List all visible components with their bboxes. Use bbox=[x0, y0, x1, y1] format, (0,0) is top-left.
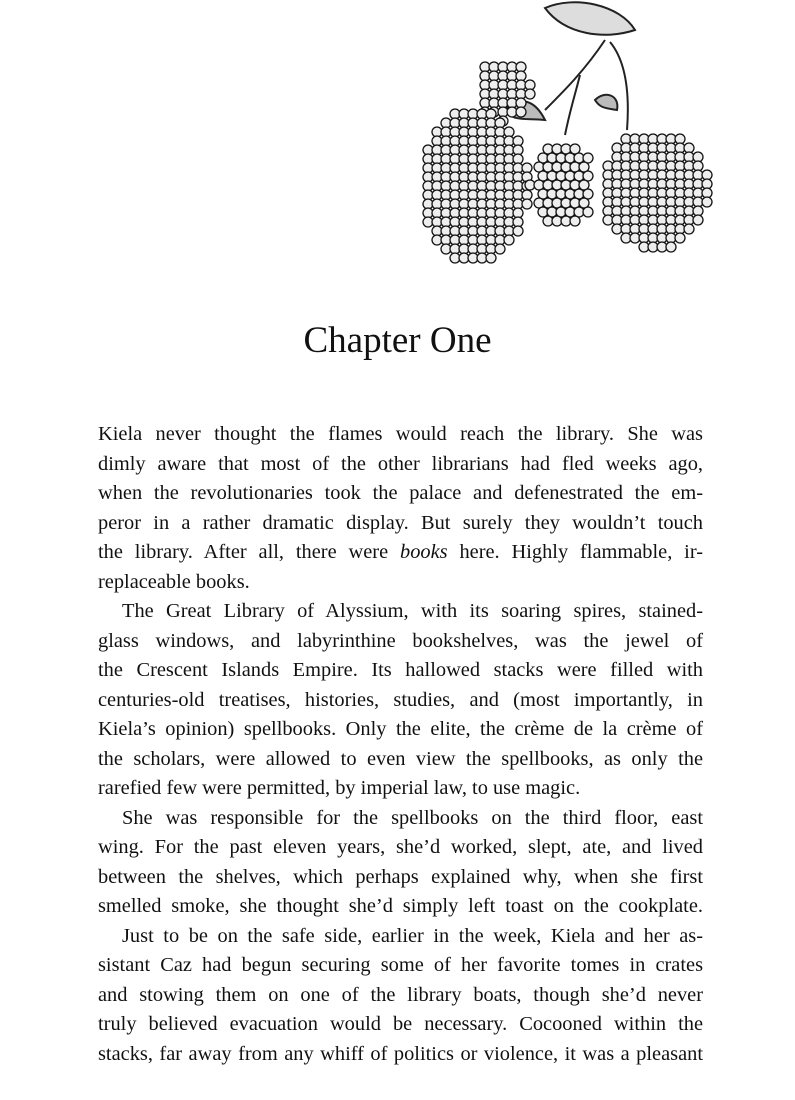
drupelet bbox=[495, 244, 505, 254]
text-line: sistant Caz had begun securing some of her favorite tomes in crates bbox=[98, 954, 703, 976]
text-line bbox=[98, 538, 703, 568]
text-line: rarefied few were permitted, by imperial law, to use magic. bbox=[98, 777, 581, 799]
text-line: smelled smoke, she thought she’d simply left toast on the cookplate. bbox=[98, 895, 703, 917]
text-segment: here. Highly flammable, ir- bbox=[447, 541, 703, 563]
text-line: the scholars, were allowed to even view the spellbooks, as only the bbox=[98, 747, 703, 770]
chapter-title: Chapter One bbox=[303, 320, 492, 361]
drupelet bbox=[693, 215, 703, 225]
text-line: centuries-old treatises, histories, studies, and (most importantly, in bbox=[98, 688, 703, 711]
text-line: dimly aware that most of the other librarians had fled weeks ago, bbox=[98, 452, 703, 475]
text-line: The Great Library of Alyssium, with its soaring spires, stained- bbox=[122, 600, 703, 622]
chapter-body bbox=[98, 420, 703, 1069]
text-line: when the revolutionaries took the palace and defenestrated the em- bbox=[98, 482, 703, 504]
drupelet bbox=[702, 197, 712, 207]
drupelet bbox=[570, 216, 580, 226]
drupelet bbox=[684, 224, 694, 234]
drupelet bbox=[513, 226, 523, 236]
text-line: replaceable books. bbox=[98, 570, 250, 593]
text-line: Just to be on the safe side, earlier in the week, Kiela and her as- bbox=[122, 924, 703, 947]
text-line: peror in a rather dramatic display. But surely they wouldn’t touch bbox=[98, 511, 703, 534]
drupelet bbox=[486, 253, 496, 263]
text-line: truly believed evacuation would be necessary. Cocooned within the bbox=[98, 1013, 703, 1035]
drupelet bbox=[675, 233, 685, 243]
text-line: Kiela never thought the flames would reach the library. She was bbox=[98, 423, 703, 445]
text-line: Kiela’s opinion) spellbooks. Only the elite, the crème de la crème of bbox=[98, 718, 703, 740]
text-line: glass windows, and labyrinthine bookshelves, was the jewel of bbox=[98, 629, 703, 652]
text-line: the Crescent Islands Empire. Its hallowed stacks were filled with bbox=[98, 659, 703, 681]
text-line: between the shelves, which perhaps explained why, when she first bbox=[98, 865, 703, 888]
drupelet bbox=[504, 235, 514, 245]
raspberry-illustration bbox=[405, 0, 725, 295]
drupelet bbox=[516, 107, 526, 117]
text-segment: the library. After all, there were bbox=[98, 541, 400, 563]
drupelet bbox=[522, 199, 532, 209]
text-line: stacks, far away from any whiff of politics or violence, it was a pleasant bbox=[98, 1042, 703, 1065]
italic-word: books bbox=[400, 541, 448, 563]
drupelet bbox=[525, 89, 535, 99]
text-line: She was responsible for the spellbooks on the third floor, east bbox=[122, 806, 703, 829]
text-line: and stowing them on one of the library boats, though she’d never bbox=[98, 983, 703, 1006]
drupelet bbox=[666, 242, 676, 252]
text-line: wing. For the past eleven years, she’d worked, slept, ate, and lived bbox=[98, 836, 703, 858]
drupelet bbox=[583, 207, 593, 217]
